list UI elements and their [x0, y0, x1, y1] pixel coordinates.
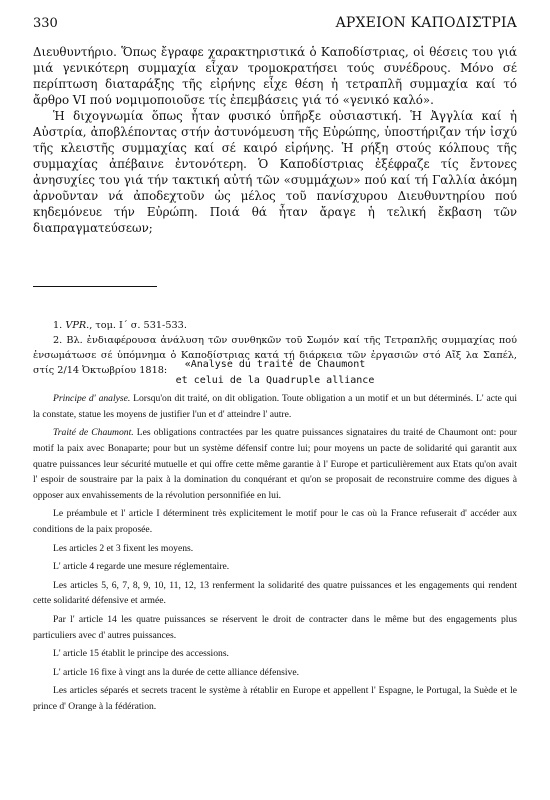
footnote-2: 2. Βλ. ἐνδιαφέρουσα ἀνάλυση τῶν συνθηκῶν τοῦ Σωμόν καί τῆς Τετραπλῆς συμμαχίας πού ἐνσωμάτωσε σέ ὑπόμνημα ὁ Καποδίστριας κατά τή διάρκεια τῶν ἐργασιῶν στό Αἴξ λα Σαπέλ, στίς 2/14 Ὀκτωβρίου 1818: — [33, 335, 517, 376]
quotation-title-line-1: «Analyse du traité de Chaumont — [184, 359, 366, 370]
page-number: 330 — [33, 16, 58, 31]
traite-paragraph — [33, 425, 517, 503]
principe-text: Lorsqu'on dit traité, on dit obligation. Toute obligation a un motif et un but déterminés. L' acte qui la constate, statue les moyens de justifier l'un et d' atteindre l' autre. — [33, 393, 517, 420]
running-title: ΑΡΧΕΙΟΝ ΚΑΠΟΔΙΣΤΡΙΑ — [335, 15, 517, 31]
footnote-separator — [33, 286, 157, 287]
principe-label: Principe d' analyse. — [53, 393, 131, 405]
footnote-1-rest: , τομ. Ι΄ σ. 531-533. — [89, 320, 187, 331]
footnote-1-number: 1. — [53, 320, 63, 331]
principe-paragraph — [33, 391, 517, 422]
greek-body-text — [33, 44, 517, 236]
traite-text: Les obligations contractées par les quatre puissances signataires du traité de Chaumont ont: pour motif la paix avec Bonaparte; pour but un système défensif contre lui; pour moyens un pacte de solidarité qui garantit aux quatre puissances leur sécurité mutuelle et qui offre cette même garantie à l' Europe et particulièrement aux Etats qu'on avait l' espoir de soustraire par la paix à la domination du conquérant et qu'on se proposait de reconstruire comme des digues à opposer aux envahissements de la révolution personnifiée en lui. — [33, 427, 517, 501]
traite-label: Traité de Chaumont. — [53, 427, 134, 439]
french-quotation — [33, 357, 517, 714]
french-paragraph: Les articles 2 et 3 fixent les moyens. — [53, 542, 194, 554]
french-paragraph: L' article 15 établit le principe des accessions. — [53, 648, 229, 660]
french-paragraph: Le préambule et l' article I déterminent très explicitement le motif pour le cas où la France refuserait d' accéder aux conditions de la paix proposée. — [33, 508, 517, 535]
greek-paragraph: Ἡ διχογνωμία ὅπως ἦταν φυσικό ὑπῆρξε οὐσιαστική. Ἡ Ἀγγλία καί ἡ Αὐστρία, ἀποβλέποντας στήν ἀστυνόμευση τῆς Εὐρώπης, ὑποστήριζαν τήν ἰσχύ τῆς κλειστῆς συμμαχίας καί σέ καιρό εἰρήνης. Ἡ ρήξη στούς κόλπους τῆς συμμαχίας ἀπέβαινε ἐντονότερη. Ὁ Καποδίστριας ἐξέφραζε τίς ἔντονες ἀνησυχίες του γιά τήν τακτική αὐτή τῶν «συμμάχων» πού καί τή Γαλλία ἀκόμη ἀρνοῦνταν νά ἀποδεχτοῦν ὡς μέλος τοῦ πανίσχυρου Διευθυντηρίου πού κηδεμόνευε τήν Εὐρώπη. Ποιά θά ἦταν ἄραγε ἡ τελική ἔκβαση τῶν διαπραγματεύσεων; — [33, 109, 517, 235]
french-paragraph: Par l' article 14 les quatre puissances se réservent le droit de contracter dans le même but des engagements plus particuliers avec d' autres puissances. — [33, 613, 517, 641]
greek-paragraph: Διευθυντήριο. Ὅπως ἔγραφε χαρακτηριστικά ὁ Καποδίστριας, οἱ θέσεις του γιά μιά γενικότερη συμμαχία εἶχαν τρομοκρατήσει τούς συνέδρους. Μόνο σέ περίπτωση διαταράξης τῆς εἰρήνης εἶχε θέση ἡ τετραπλῆ συμμαχία καί τό ἄρθρο VI πού νομιμοποιοῦσε τίς ἐπεμβάσεις γιά τό «γενικό καλό». — [33, 45, 517, 107]
french-paragraph: Les articles séparés et secrets tracent le système à rétablir en Europe et appellent l' Espagne, le Portugal, la Suède et le prince d' Orange à la fédération. — [33, 685, 517, 712]
french-paragraph: L' article 4 regarde une mesure réglementaire. — [53, 561, 230, 573]
french-paragraph: L' article 16 fixe à vingt ans la durée de cette alliance défensive. — [53, 666, 299, 678]
running-header — [33, 12, 517, 32]
footnote-1 — [33, 318, 517, 333]
french-paragraph: Les articles 5, 6, 7, 8, 9, 10, 11, 12, 13 renferment la solidarité des quatre puissances et les engagements qui rendent cette solidarité défensive et armée. — [33, 579, 517, 607]
quotation-title-line-2: et celui de la Quadruple alliance — [175, 374, 375, 386]
footnote-1-source: VPR. — [65, 320, 90, 331]
